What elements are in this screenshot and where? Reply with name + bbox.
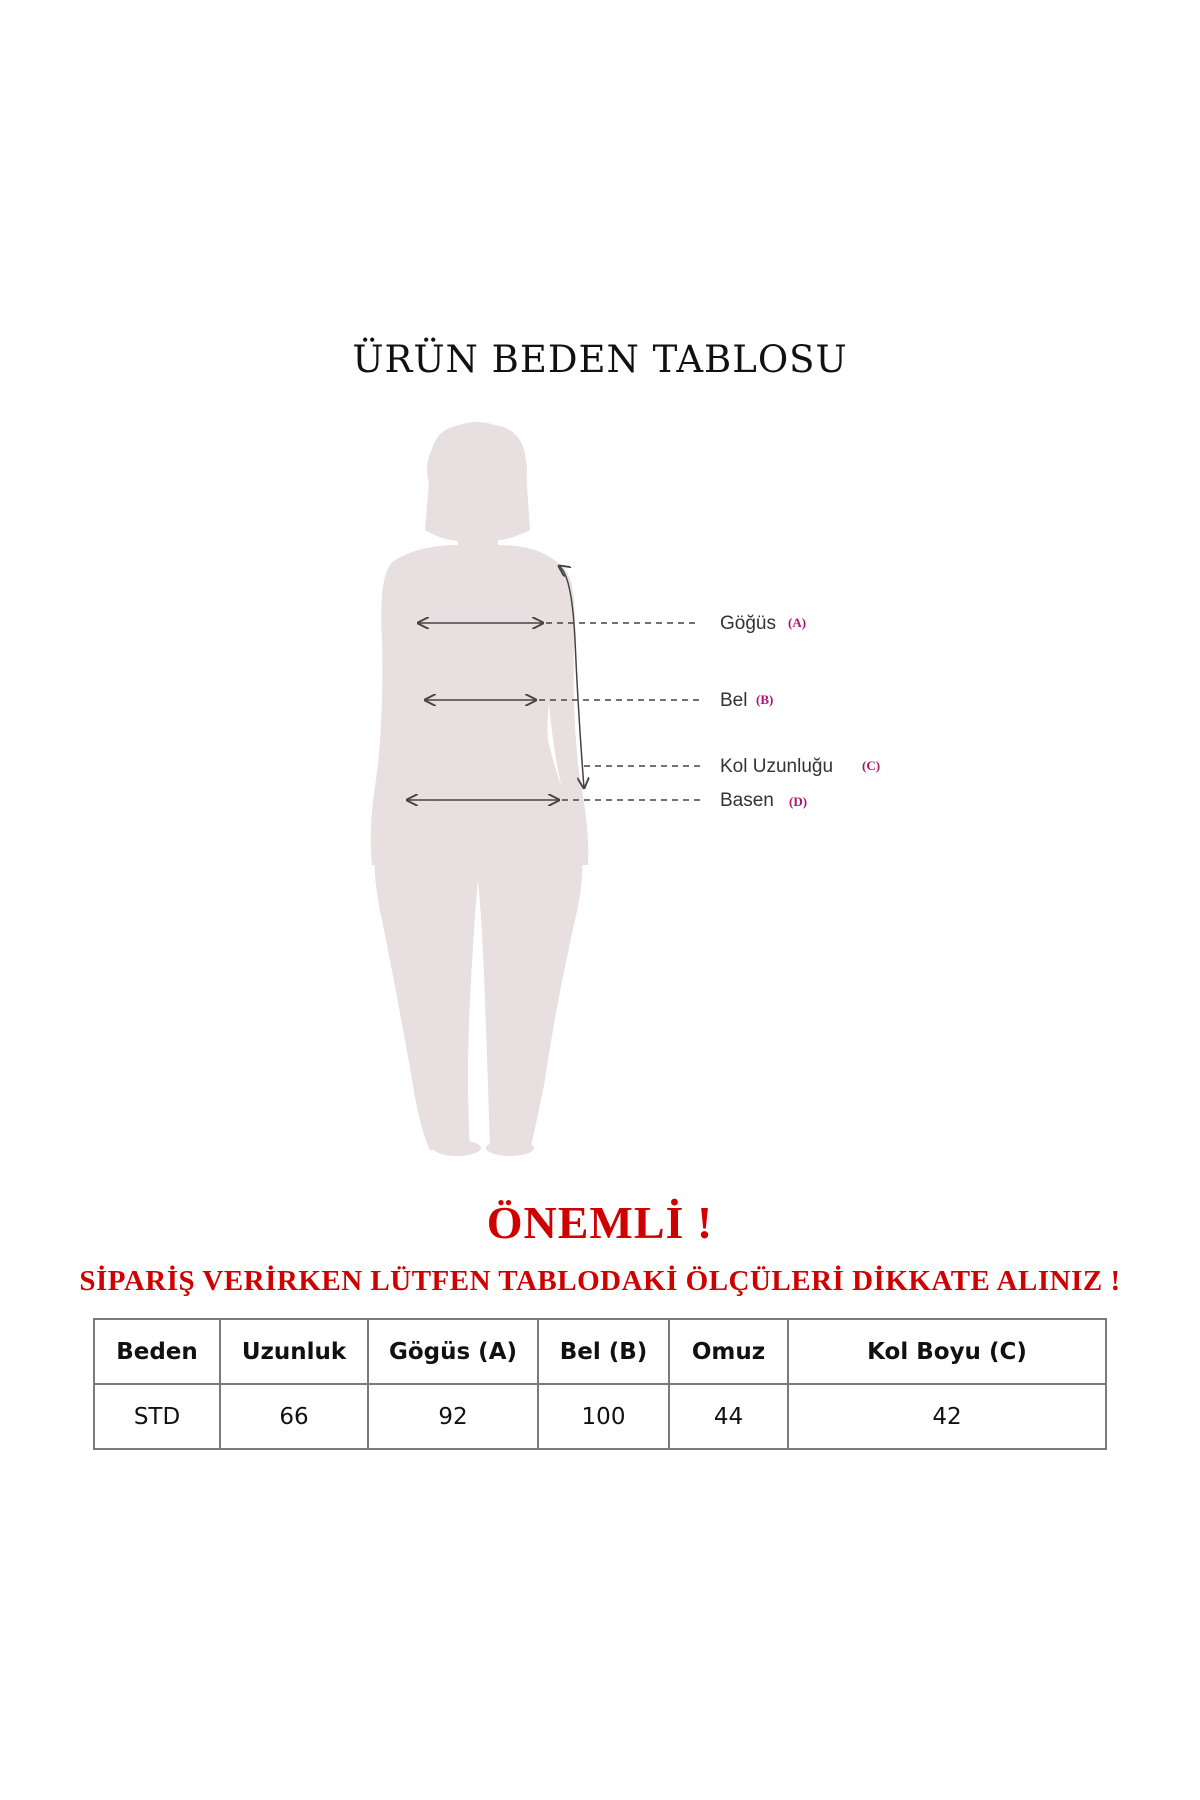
size-table bbox=[93, 1318, 1107, 1450]
hip-tag: (D) bbox=[789, 794, 808, 809]
waist-tag: (B) bbox=[756, 692, 774, 707]
sleeve-label: Kol Uzunluğu bbox=[720, 756, 834, 777]
waist-label: Bel bbox=[720, 690, 748, 711]
chest-tag: (A) bbox=[788, 615, 807, 630]
header-bel: Bel (B) bbox=[538, 1319, 669, 1384]
cell-bel: 100 bbox=[538, 1384, 669, 1449]
cell-beden: STD bbox=[94, 1384, 220, 1449]
header-kol-boyu: Kol Boyu (C) bbox=[788, 1319, 1106, 1384]
chest-label: Göğüs bbox=[720, 613, 776, 634]
header-omuz: Omuz bbox=[669, 1319, 788, 1384]
body-silhouette bbox=[371, 422, 589, 1156]
cell-gogus: 92 bbox=[368, 1384, 538, 1449]
measurement-labels bbox=[720, 613, 880, 811]
table-row bbox=[94, 1384, 1106, 1449]
important-heading: ÖNEMLİ ! bbox=[486, 1197, 714, 1248]
header-gogus: Gögüs (A) bbox=[368, 1319, 538, 1384]
page-title: ÜRÜN BEDEN TABLOSU bbox=[352, 338, 848, 381]
header-beden: Beden bbox=[94, 1319, 220, 1384]
order-warning: SİPARİŞ VERİRKEN LÜTFEN TABLODAKİ ÖLÇÜLERİ DİKKATE ALINIZ ! bbox=[79, 1265, 1121, 1297]
cell-kol-boyu: 42 bbox=[788, 1384, 1106, 1449]
table-header-row bbox=[94, 1319, 1106, 1384]
hip-label: Basen bbox=[720, 790, 774, 811]
cell-uzunluk: 66 bbox=[220, 1384, 368, 1449]
header-uzunluk: Uzunluk bbox=[220, 1319, 368, 1384]
cell-omuz: 44 bbox=[669, 1384, 788, 1449]
sleeve-tag: (C) bbox=[862, 758, 881, 773]
